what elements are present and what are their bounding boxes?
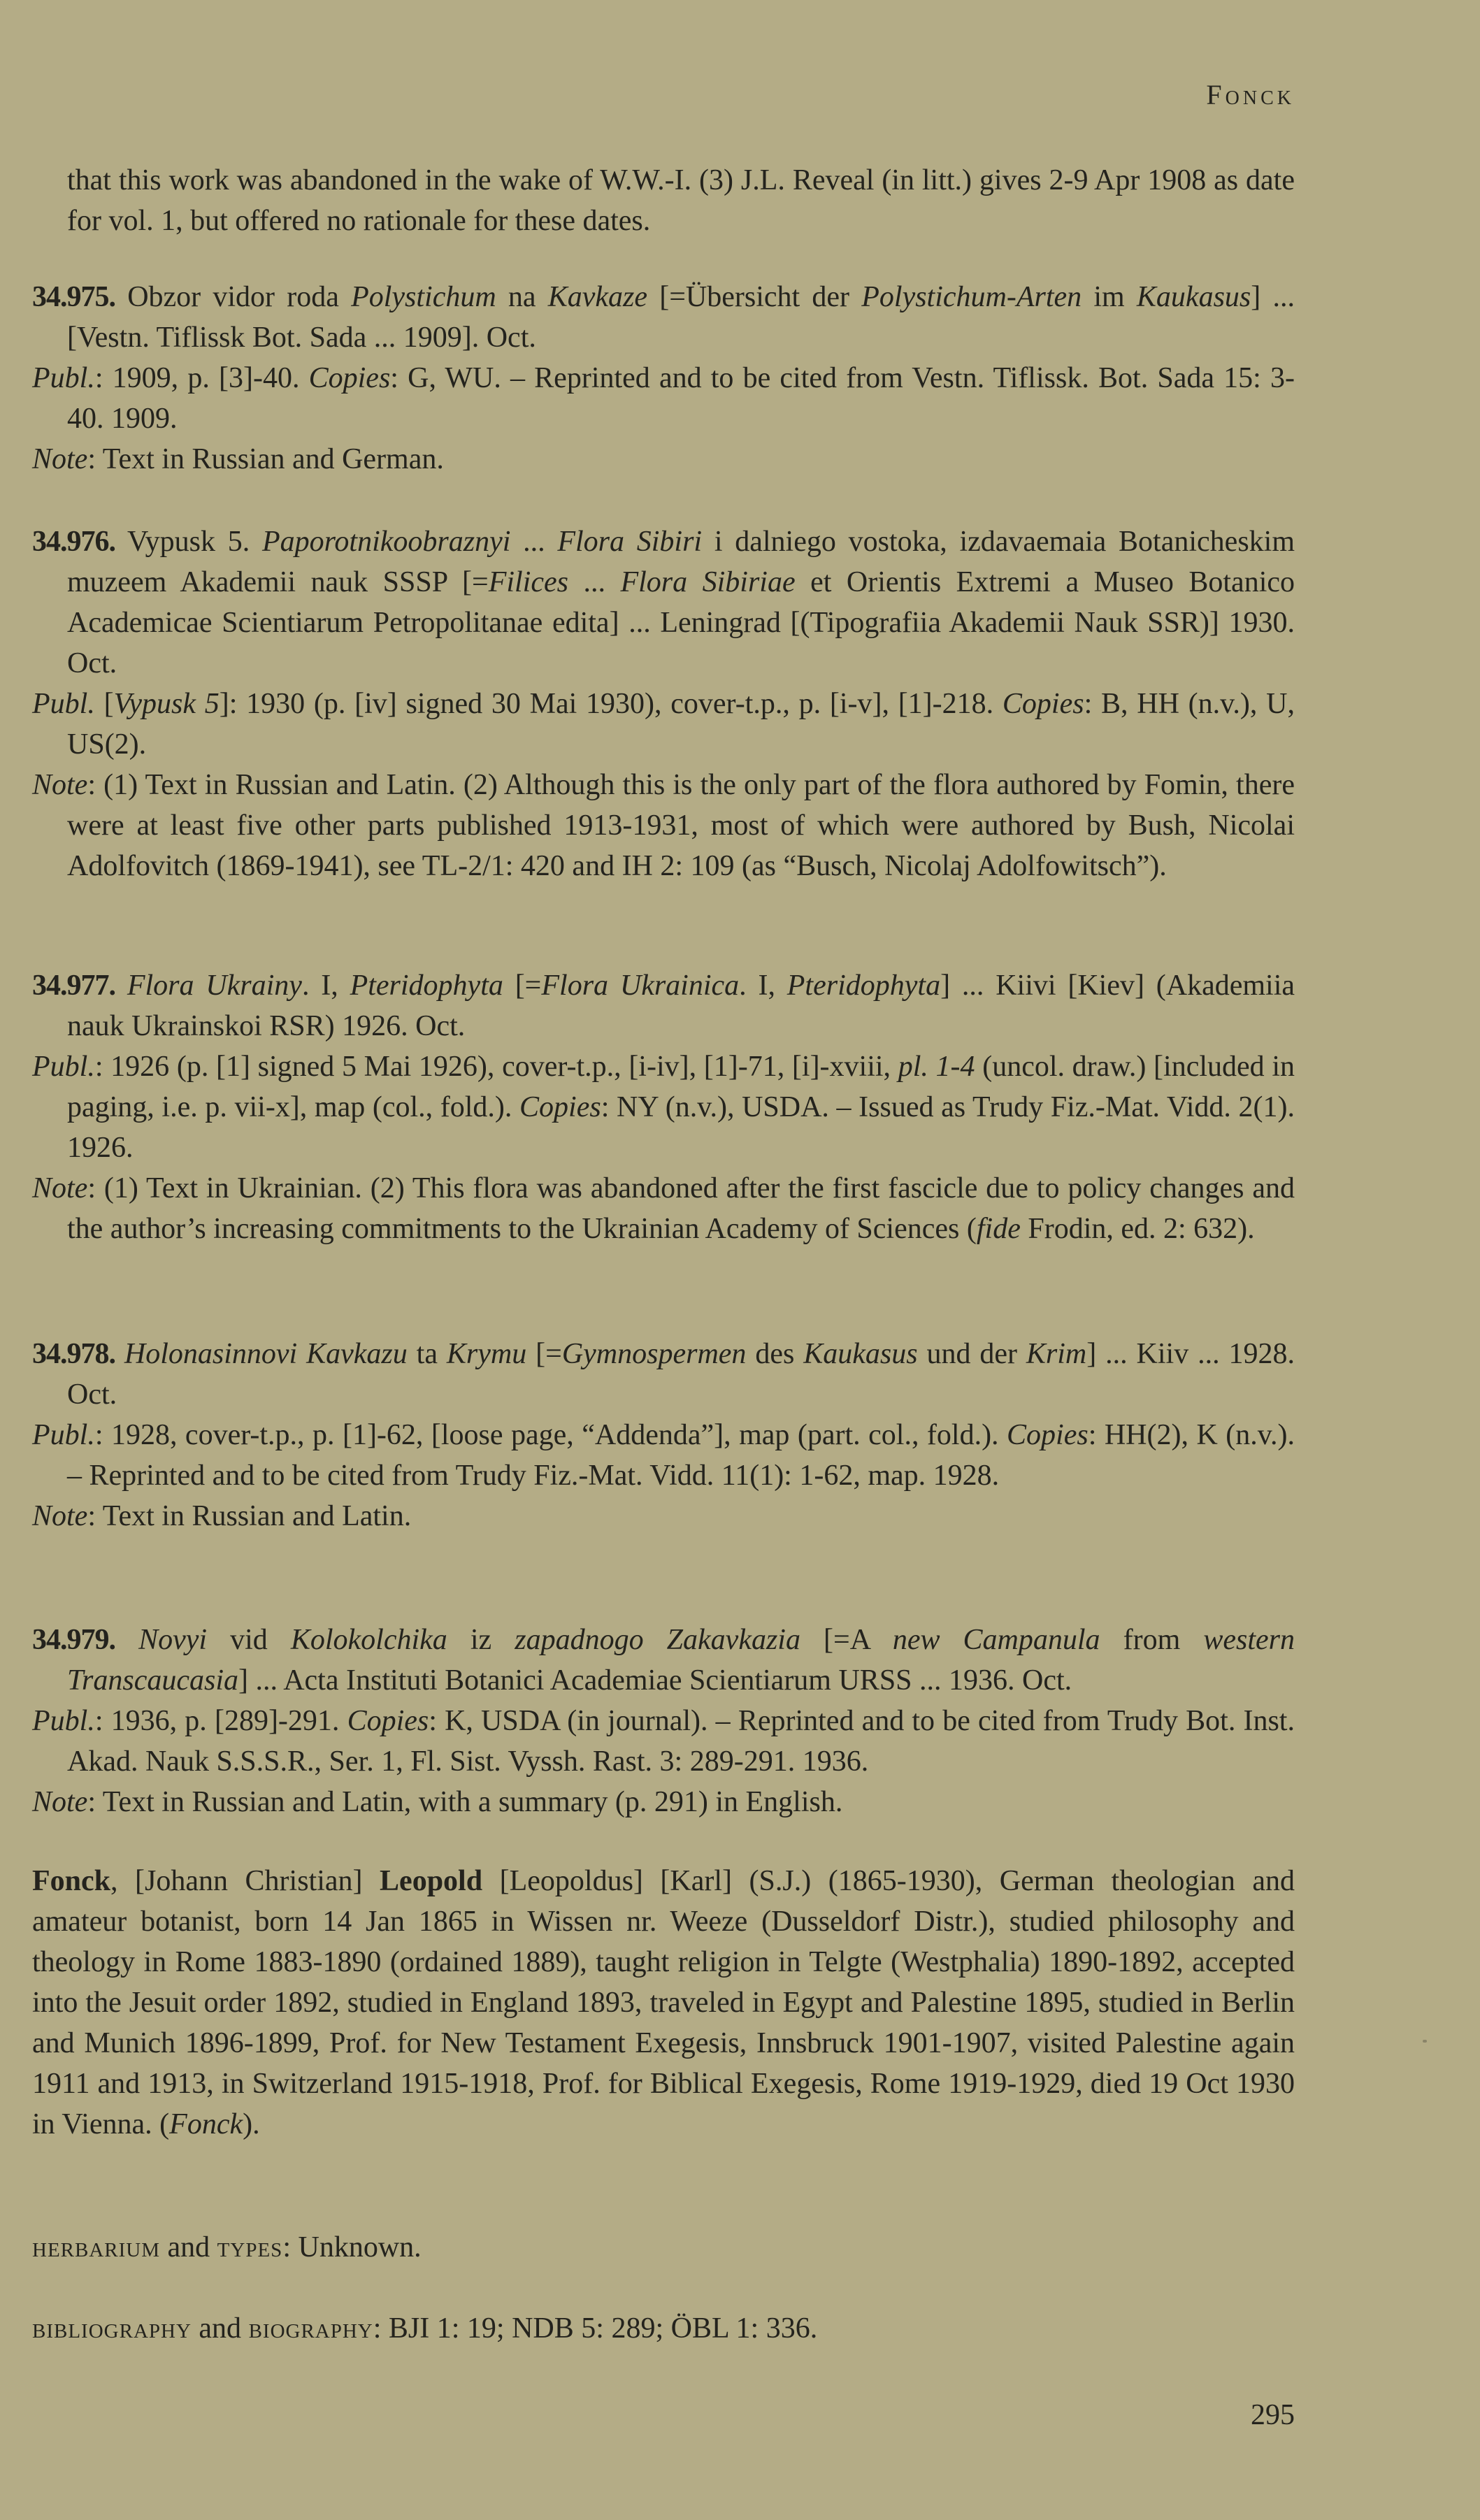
italic-text: fide bbox=[976, 1213, 1021, 1245]
text-run: : B, HH (n.v.), U, US(2). bbox=[67, 688, 1295, 761]
italic-text: Copies bbox=[1002, 688, 1084, 720]
entry-34-976 bbox=[32, 521, 1295, 886]
italic-text: Gymnospermen bbox=[561, 1338, 747, 1370]
text-run: ... bbox=[510, 526, 558, 558]
running-head: Fonck bbox=[1206, 79, 1295, 110]
text-run: ]: 1930 (p. [iv] signed 30 Mai 1930), cover-t.p., p. [i-v], [1]-218. bbox=[219, 688, 1003, 720]
text-run: ... bbox=[568, 566, 621, 598]
text-run: : G, WU. – Reprinted and to be cited from Vestn. Tiflissk. Bot. Sada 15: 3-40. 1909. bbox=[67, 362, 1295, 435]
entry-34-977 bbox=[32, 965, 1295, 1249]
text-run: ] ... Acta Instituti Botanici Academiae Scientiarum URSS ... 1936. Oct. bbox=[238, 1664, 1072, 1697]
text-run: : HH(2), K (n.v.). – Reprinted and to be cited from Trudy Fiz.-Mat. Vidd. 11(1): 1-62, map. 1928. bbox=[67, 1419, 1295, 1492]
italic-text: Flora Sibiri bbox=[557, 526, 703, 558]
italic-text: Flora Ukrainica bbox=[541, 970, 740, 1002]
text-run: : Text in Russian and Latin, with a summary (p. 291) in English. bbox=[87, 1786, 843, 1818]
intro-continuation bbox=[32, 160, 1295, 241]
text-run: na bbox=[496, 281, 548, 313]
text-run: iz bbox=[447, 1624, 515, 1656]
text-run: vid bbox=[207, 1624, 291, 1656]
biography-text bbox=[32, 1861, 1295, 2145]
small-caps-text: herbarium bbox=[32, 2231, 161, 2263]
text-run: : 1926 (p. [1] signed 5 Mai 1926), cover-t.p., [i-iv], [1]-71, [i]-xviii, bbox=[94, 1051, 898, 1083]
entry-publ bbox=[32, 1701, 1295, 1782]
text-run: . I, bbox=[301, 970, 350, 1002]
text-run bbox=[115, 970, 127, 1002]
italic-text: Novyi bbox=[138, 1624, 208, 1656]
italic-text: Krymu bbox=[446, 1338, 527, 1370]
page-number: 295 bbox=[1251, 2399, 1295, 2431]
italic-text: Filices bbox=[488, 566, 568, 598]
entry-title bbox=[32, 965, 1295, 1046]
text-run: ] ... Kiiv ... 1928. Oct. bbox=[67, 1338, 1295, 1411]
text-run: Obzor vidor roda bbox=[115, 281, 352, 313]
text-run bbox=[115, 1338, 124, 1370]
entry-note bbox=[32, 765, 1295, 886]
entry-title bbox=[32, 521, 1295, 684]
text-run: [=Übersicht der bbox=[647, 281, 862, 313]
small-caps-text: bibliography bbox=[32, 2312, 192, 2345]
text-run: : Text in Russian and Latin. bbox=[87, 1500, 412, 1532]
text-run: : BJI 1: 19; NDB 5: 289; ÖBL 1: 336. bbox=[373, 2312, 818, 2345]
entry-title bbox=[32, 277, 1295, 358]
text-run: and bbox=[191, 2312, 249, 2345]
text-run: that this work was abandoned in the wake of W.W.-I. (3) J.L. Reveal (in litt.) gives 2-9 Apr 1908 as date for vol. 1, but offered no rationale for these dates. bbox=[67, 164, 1295, 237]
italic-text: Note bbox=[32, 443, 88, 475]
italic-text: Holonasinnovi Kavkazu bbox=[124, 1338, 408, 1370]
intro-text bbox=[32, 160, 1295, 241]
text-run: : 1928, cover-t.p., p. [1]-62, [loose page, “Addenda”], map (part. col., fold.). bbox=[94, 1419, 1007, 1451]
entry-note bbox=[32, 1496, 1295, 1536]
entry-note bbox=[32, 1168, 1295, 1249]
text-run: from bbox=[1100, 1624, 1204, 1656]
italic-text: Kaukasus bbox=[803, 1338, 918, 1370]
bold-text: 34.978. bbox=[32, 1338, 115, 1370]
small-caps-text: biography bbox=[248, 2312, 373, 2345]
text-run: Vypusk 5. bbox=[115, 526, 262, 558]
bold-text: 34.976. bbox=[32, 526, 115, 558]
italic-text: Kolokolchika bbox=[290, 1624, 447, 1656]
herbarium-text bbox=[32, 2227, 1295, 2268]
text-run: : 1909, p. [3]-40. bbox=[94, 362, 309, 394]
text-run: : 1936, p. [289]-291. bbox=[94, 1705, 347, 1737]
entry-34-978 bbox=[32, 1334, 1295, 1536]
herbarium-block bbox=[32, 2227, 1295, 2268]
text-run: und der bbox=[917, 1338, 1026, 1370]
italic-text: Note bbox=[32, 1786, 88, 1818]
text-run: [=A bbox=[800, 1624, 893, 1656]
text-run: [ bbox=[94, 688, 114, 720]
italic-text: zapadnogo Zakavkazia bbox=[515, 1624, 800, 1656]
text-run: im bbox=[1082, 281, 1137, 313]
italic-text: Publ. bbox=[32, 1051, 95, 1083]
text-run: : (1) Text in Ukrainian. (2) This flora was abandoned after the first fascicle due to policy changes and the author’s increasing commitments to the Ukrainian Academy of Sciences ( bbox=[67, 1172, 1295, 1245]
text-run: . I, bbox=[739, 970, 787, 1002]
entry-title bbox=[32, 1334, 1295, 1415]
italic-text: Polystichum bbox=[351, 281, 496, 313]
biography-block bbox=[32, 1861, 1295, 2145]
italic-text: Krim bbox=[1026, 1338, 1087, 1370]
entry-34-975 bbox=[32, 277, 1295, 480]
italic-text: Copies bbox=[1007, 1419, 1089, 1451]
entry-publ bbox=[32, 1415, 1295, 1496]
italic-text: Publ. bbox=[32, 1419, 95, 1451]
italic-text: Copies bbox=[308, 362, 391, 394]
bold-text: 34.977. bbox=[32, 970, 115, 1002]
text-run: : Unknown. bbox=[282, 2231, 422, 2263]
bold-text: 34.975. bbox=[32, 281, 115, 313]
italic-text: Vypusk 5 bbox=[113, 688, 220, 720]
italic-text: Kavkaze bbox=[547, 281, 648, 313]
entry-publ bbox=[32, 1046, 1295, 1168]
italic-text: Note bbox=[32, 1500, 88, 1532]
text-run bbox=[115, 1624, 138, 1656]
bibliography-block bbox=[32, 2308, 1295, 2349]
bold-text: Leopold bbox=[380, 1865, 483, 1897]
italic-text: Publ. bbox=[32, 688, 95, 720]
text-run: [= bbox=[503, 970, 542, 1002]
entry-title bbox=[32, 1620, 1295, 1701]
italic-text: Copies bbox=[347, 1705, 429, 1737]
text-run: : Text in Russian and German. bbox=[87, 443, 444, 475]
text-run: : NY (n.v.), USDA. – Issued as Trudy Fiz.-Mat. Vidd. 2(1). 1926. bbox=[67, 1091, 1295, 1164]
text-run: : (1) Text in Russian and Latin. (2) Although this is the only part of the flora authored by Fomin, there were at least five other parts published 1913-1931, most of which were authored by Bush, Nicolai Adolfovitch (1869-1941), see TL-2/1: 420 and IH 2: 109 (as “Busch, Nicolaj Adolfowitsch”). bbox=[67, 769, 1295, 882]
italic-text: Copies bbox=[519, 1091, 601, 1123]
italic-text: Kaukasus bbox=[1136, 281, 1251, 313]
italic-text: Pteridophyta bbox=[350, 970, 503, 1002]
small-caps-text: types bbox=[217, 2231, 283, 2263]
text-run: et Orientis Extremi a Museo Botanico Academicae Scientiarum Petropolitanae edita] ... Leningrad [(Tipografiia Akademii Nauk SSR)] 1930. Oct. bbox=[67, 566, 1295, 679]
text-run: ta bbox=[407, 1338, 447, 1370]
text-run: ] ... [Vestn. Tiflissk Bot. Sada ... 1909]. Oct. bbox=[67, 281, 1295, 354]
bibliography-text bbox=[32, 2308, 1295, 2349]
text-run: (uncol. draw.) [included in paging, i.e. p. vii-x], map (col., fold.). bbox=[67, 1051, 1295, 1123]
text-run: ] ... Kiivi [Kiev] (Akademiia nauk Ukrainskoi RSR) 1926. Oct. bbox=[67, 970, 1295, 1042]
text-run: [Leopoldus] [Karl] (S.J.) (1865-1930), German theologian and amateur botanist, born 14 Jan 1865 in Wissen nr. Weeze (Dusseldorf Distr.), studied philosophy and theology in Rome 1883-1890 (ordained 1889), taught religion in Telgte (Westphalia) 1890-1892, accepted into the Jesuit order 1892, studied in England 1893, traveled in Egypt and Palestine 1895, studied in Berlin and Munich 1896-1899, Prof. for New Testament Exegesis, Innsbruck 1901-1907, visited Palestine again 1911 and 1913, in Switzerland 1915-1918, Prof. for Biblical Exegesis, Rome 1919-1929, died 19 Oct 1930 in Vienna. ( bbox=[32, 1865, 1295, 2140]
entry-publ bbox=[32, 684, 1295, 765]
italic-text: Publ. bbox=[32, 1705, 95, 1737]
italic-text: Polystichum-Arten bbox=[861, 281, 1082, 313]
italic-text: Note bbox=[32, 769, 88, 801]
entry-publ bbox=[32, 358, 1295, 439]
text-run: des bbox=[746, 1338, 804, 1370]
italic-text: new Campanula bbox=[892, 1624, 1100, 1656]
italic-text: Pteridophyta bbox=[786, 970, 941, 1002]
text-run: , [Johann Christian] bbox=[110, 1865, 380, 1897]
entry-note bbox=[32, 1782, 1295, 1822]
entry-note bbox=[32, 439, 1295, 480]
scan-mark bbox=[1423, 2040, 1427, 2043]
text-run: i dalniego vostoka, izdavaemaia Botanicheskim muzeem Akademii nauk SSSP [= bbox=[67, 526, 1295, 598]
text-run: [= bbox=[526, 1338, 562, 1370]
italic-text: western Transcaucasia bbox=[67, 1624, 1295, 1697]
bold-text: 34.979. bbox=[32, 1624, 115, 1656]
italic-text: Paporotnikoobraznyi bbox=[261, 526, 511, 558]
italic-text: Publ. bbox=[32, 362, 95, 394]
bold-text: Fonck bbox=[32, 1865, 111, 1897]
text-run: and bbox=[160, 2231, 217, 2263]
italic-text: Fonck bbox=[169, 2108, 243, 2140]
text-run: : K, USDA (in journal). – Reprinted and to be cited from Trudy Bot. Inst. Akad. Nauk S.S.S.R., Ser. 1, Fl. Sist. Vyssh. Rast. 3: 289-291. 1936. bbox=[67, 1705, 1295, 1778]
italic-text: pl. 1-4 bbox=[898, 1051, 975, 1083]
italic-text: Flora Sibiriae bbox=[620, 566, 796, 598]
italic-text: Note bbox=[32, 1172, 88, 1204]
entry-34-979 bbox=[32, 1620, 1295, 1822]
text-run: Frodin, ed. 2: 632). bbox=[1020, 1213, 1255, 1245]
text-run: ). bbox=[243, 2108, 260, 2140]
italic-text: Flora Ukrainy bbox=[127, 970, 302, 1002]
